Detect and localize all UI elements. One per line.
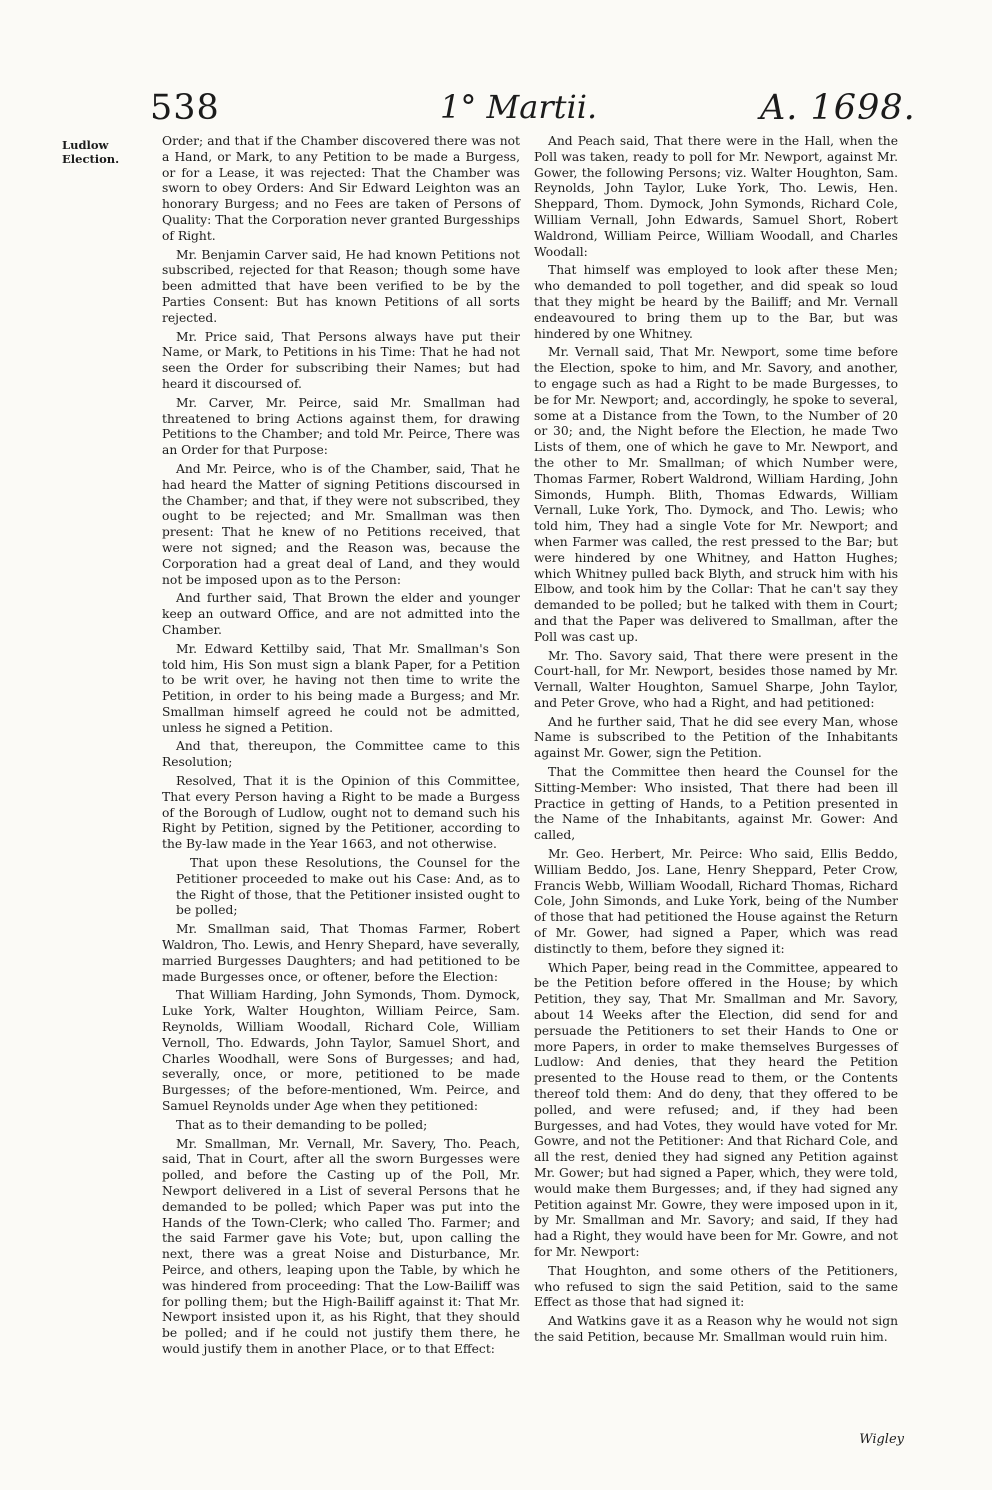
paragraph: Mr. Price said, That Persons always have put their Name, or Mark, to Petitions in his Time: That he had not seen the Order for subscribing their Names; but had heard it discoursed of. <box>162 329 520 391</box>
paragraph: Mr. Edward Kettilby said, That Mr. Smallman's Son told him, His Son must sign a blank Paper, for a Petition to be writ over, he having not then time to write the Petition, in order to his being made a Burgess; and Mr. Smallman himself agreed he could not be admitted, unless he signed a Petition. <box>162 641 520 735</box>
page-header <box>0 86 992 136</box>
margin-note: Ludlow Election. <box>62 138 120 166</box>
paragraph: That the Committee then heard the Counsel for the Sitting-Member: Who insisted, That there had been ill Practice in getting of Hands, to a Petition presented in the Name of the Inhabitants, against Mr. Gower: And called, <box>534 765 898 843</box>
page-date: 1° Martii. <box>440 88 598 126</box>
paragraph: Mr. Smallman, Mr. Vernall, Mr. Savery, Tho. Peach, said, That in Court, after all the sworn Burgesses were polled, and before the Casting up of the Poll, Mr. Newport delivered in a List of several Persons that he demanded to be polled; which Paper was put into the Hands of the Town-Clerk; who called Tho. Farmer; and the said Farmer gave his Vote; but, upon calling the next, there was a great Noise and Disturbance, Mr. Peirce, and others, leaping upon the Table, by which he was hindered from proceeding: That the Low-Bailiff was for polling them; but the High-Bailiff against it: That Mr. Newport insisted upon it, as his Right, that they should be polled; and if he could not justify them there, he would justify them in another Place, or to that Effect: <box>162 1136 520 1356</box>
paragraph: That William Harding, John Symonds, Thom. Dymock, Luke York, Walter Houghton, William Peirce, Sam. Reynolds, William Woodall, Richard Cole, William Vernoll, Tho. Edwards, John Taylor, Samuel Short, and Charles Woodhall, were Sons of Burgesses; and had, severally, once, or more, petitioned to be made Burgesses; of the before-mentioned, Wm. Peirce, and Samuel Reynolds under Age when they petitioned: <box>162 988 520 1114</box>
paragraph: Mr. Geo. Herbert, Mr. Peirce: Who said, Ellis Beddo, William Beddo, Jos. Lane, Henry Sheppard, Peter Crow, Francis Webb, William Woodall, Richard Thomas, Richard Cole, John Simonds, and Luke York, being of the Number of those that had petitioned the House against the Return of Mr. Gower, had signed a Paper, which was read distinctly to them, before they signed it: <box>534 847 898 956</box>
paragraph: Order; and that if the Chamber discovered there was not a Hand, or Mark, to any Petition to be made a Burgess, or for a Lease, it was rejected: That the Chamber was sworn to obey Orders: And Sir Edward Leighton was an honorary Burgess; and no Fees are taken of Persons of Quality: That the Corporation never granted Burgesships of Right. <box>162 134 520 243</box>
paragraph: And he further said, That he did see every Man, whose Name is subscribed to the Petition of the Inhabitants against Mr. Gower, sign the Petition. <box>534 714 898 761</box>
paragraph: And that, thereupon, the Committee came to this Resolution; <box>162 739 520 770</box>
paragraph: Mr. Carver, Mr. Peirce, said Mr. Smallman had threatened to bring Actions against them, for drawing Petitions to the Chamber; and told Mr. Peirce, There was an Order for that Purpose: <box>162 395 520 458</box>
paragraph: That Houghton, and some others of the Petitioners, who refused to sign the said Petition, said to the same Effect as those that had signed it: <box>534 1263 898 1310</box>
paragraph: And Mr. Peirce, who is of the Chamber, said, That he had heard the Matter of signing Petitions discoursed in the Chamber; and that, if they were not subscribed, they ought to be rejected; and Mr. Smallman was then present: That he knew of no Petitions received, that were not signed; and the Reason was, because the Corporation had a great deal of Land, and they would not be imposed upon as to the Person: <box>162 461 520 587</box>
paragraph: Mr. Benjamin Carver said, He had known Petitions not subscribed, rejected for that Reason; though some have been admitted that have been verified to be by the Parties Consent: But has known Petitions of all sorts rejected. <box>162 247 520 325</box>
paragraph: Which Paper, being read in the Committee, appeared to be the Petition before offered in the House; by which Petition, they say, That Mr. Smallman and Mr. Savory, about 14 Weeks after the Election, did send for and persuade the Petitioners to set their Hands to One or more Papers, in order to make themselves Burgesses of Ludlow: And denies, that they heard the Petition presented to the House read to them, or the Contents thereof told them: And do deny, that they offered to be polled, and were refused; and, if they had been Burgesses, and had Votes, they would have voted for Mr. Gowre, and not the Petitioner: And that Richard Cole, and all the rest, denied they had signed any Petition against Mr. Gower; but had signed a Paper, which, they were told, would make them Burgesses; and, if they had signed any Petition against Mr. Gowre, they were imposed upon in it, by Mr. Smallman and Mr. Savory; and said, If they had had a Right, they would have been for Mr. Gowre, and not for Mr. Newport: <box>534 960 898 1259</box>
paragraph: And Peach said, That there were in the Hall, when the Poll was taken, ready to poll for Mr. Newport, against Mr. Gower, the following Persons; viz. Walter Houghton, Sam. Reynolds, John Taylor, Luke York, Tho. Lewis, Hen. Sheppard, Thom. Dymock, John Symonds, Richard Cole, William Vernall, John Edwards, Samuel Short, Robert Waldrond, William Peirce, William Woodall, and Charles Woodall: <box>534 134 898 259</box>
paragraph: Mr. Vernall said, That Mr. Newport, some time before the Election, spoke to him, and Mr. Savory, and another, to engage such as had a Right to be made Burgesses, to be for Mr. Newport; and, accordingly, he spoke to several, some at a Distance from the Town, to the Number of 20 or 30; and, the Night before the Election, he made Two Lists of them, one of which he gave to Mr. Newport, and the other to Mr. Smallman; of which Number were, Thomas Farmer, Robert Waldrond, William Harding, John Simonds, Humph. Blith, Thomas Edwards, William Vernall, Luke York, Tho. Dymock, and Tho. Lewis; who told him, They had a single Vote for Mr. Newport; and when Farmer was called, the rest pressed to the Bar; but were hindered by one Whitney, and Hatton Hughes; which Whitney pulled back Blyth, and struck him with his Elbow, and took him by the Collar: That he can't say they demanded to be polled; but he talked with them in Court; and that the Paper was delivered to Smallman, after the Poll was cast up. <box>534 345 898 644</box>
paragraph: And further said, That Brown the elder and younger keep an outward Office, and are not admitted into the Chamber. <box>162 591 520 637</box>
catchword: Wigley <box>859 1432 904 1447</box>
paragraph: That as to their demanding to be polled; <box>176 1117 428 1132</box>
paragraph: Mr. Tho. Savory said, That there were present in the Court-hall, for Mr. Newport, besides those named by Mr. Vernall, Walter Houghton, Samuel Sharpe, John Taylor, and Peter Grove, who had a Right, and had petitioned: <box>534 648 898 710</box>
paragraph: And Watkins gave it as a Reason why he would not sign the said Petition, because Mr. Smallman would ruin him. <box>534 1314 898 1344</box>
left-column <box>162 134 520 1361</box>
page-number: 538 <box>150 88 220 128</box>
page-year: A. 1698. <box>760 88 916 128</box>
resolution-paragraph: Resolved, That it is the Opinion of this Committee, That every Person having a Right to be made a Burgess of the Borough of Ludlow, ought not to demand such his Right by Petition, signed by the Petitioner, according to the By-law made in the Year 1663, and not otherwise. <box>162 774 520 852</box>
paragraph: Mr. Smallman said, That Thomas Farmer, Robert Waldron, Tho. Lewis, and Henry Shepard, have severally, married Burgesses Daughters; and had petitioned to be made Burgesses once, or oftener, before the Election: <box>162 922 520 984</box>
paragraph: That himself was employed to look after these Men; who demanded to poll together, and did speak so loud that they might be heard by the Bailiff; and Mr. Vernall endeavoured to bring them up to the Bar, but was hindered by one Whitney. <box>534 263 898 341</box>
right-column <box>534 134 898 1349</box>
paragraph: That upon these Resolutions, the Counsel for the Petitioner proceeded to make out his Case: And, as to the Right of those, that the Petitioner insisted ought to be polled; <box>176 856 520 918</box>
